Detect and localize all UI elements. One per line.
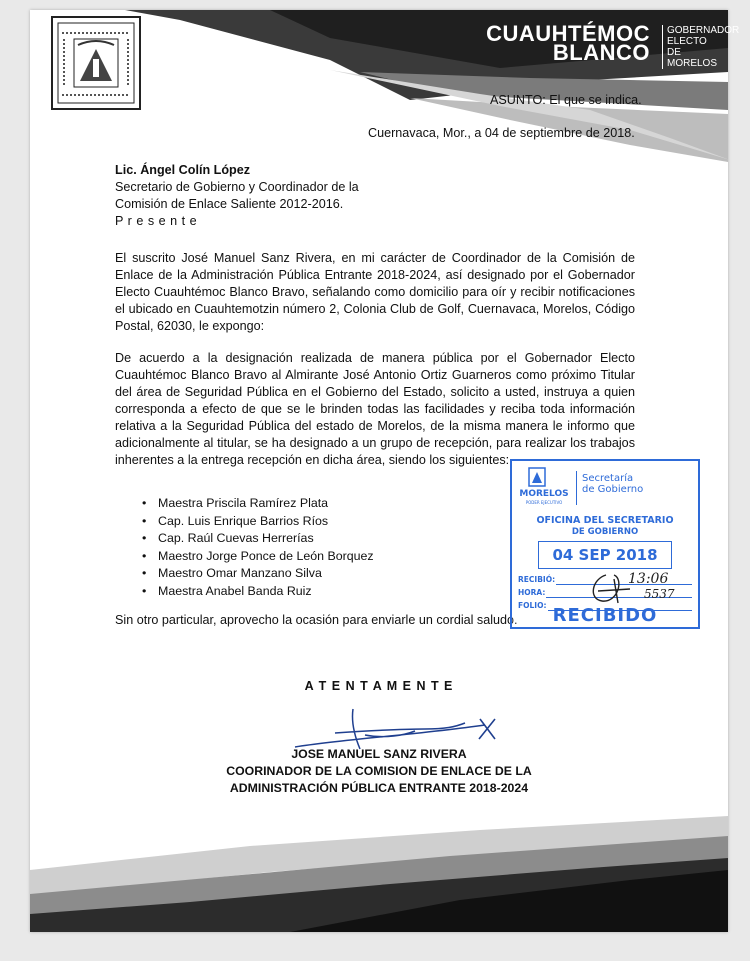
received-stamp [510,459,700,629]
state-seal-icon [50,15,142,111]
paragraph-2: De acuerdo a la designación realizada de manera pública por el Gobernador Electo Cuauhtémoc Blanco Bravo al Almirante José Antonio Ortiz Guarneros como próximo Titular del área de Seguridad Pública en el Gobierno del Estado, solicito a usted, instruya a quien corresponda a efecto de que se le brinden todas las facilidades y reciba toda información relativa a la Seguridad Pública del estado de Morelos, de la misma manera le informo que adicionalmente al titular, se ha designado a un grupo de recepción, para realizar los trabajos inherentes a la entrega recepción en dicha área, siendo los siguientes: [115,351,635,467]
brand-logo [486,21,650,65]
brand-line2: BLANCO [552,40,650,65]
closing-line: Sin otro particular, aprovecho la ocasión para enviarle un cordial saludo. [115,613,518,627]
stamp-folio-value: 5537 [644,587,675,601]
recipient-title-1: Secretario de Gobierno y Coordinador de la [115,180,359,194]
letter-page [30,10,740,932]
place-date: Cuernavaca, Mor., a 04 de septiembre de 2018. [368,126,635,140]
signer-title-2: ADMINISTRACIÓN PÚBLICA ENTRANTE 2018-2024 [229,781,529,795]
stamp-date: 04 SEP 2018 [538,541,672,569]
recipient-title-2: Comisión de Enlace Saliente 2012-2016. [115,197,344,211]
signer-name: JOSE MANUEL SANZ RIVERA [291,747,467,761]
role-line3: DE MORELOS [667,47,718,69]
list-item: • Maestro Jorge Ponce de León Borquez [142,548,374,566]
signer-title-1: COORINADOR DE LA COMISION DE ENLACE DE LA [226,764,532,778]
presente: P r e s e n t e [115,214,198,228]
brand-line1: CUAUHTÉMOC [486,21,650,46]
role-line1: GOBERNADOR [667,25,740,36]
brand-role [662,25,740,69]
subject-line: ASUNTO: El que se indica. [490,93,642,107]
recipient-name: Lic. Ángel Colín López [115,163,251,177]
list-item: • Cap. Luis Enrique Barrios Ríos [142,513,374,531]
footer-band [30,810,728,932]
stamp-status: RECIBIDO [552,605,658,626]
list-item: • Maestra Anabel Banda Ruiz [142,583,374,601]
stamp-dept-line2: de Gobierno [582,484,644,495]
role-line2: ELECTO [667,36,707,47]
list-item: • Maestra Priscila Ramírez Plata [142,495,374,513]
stamp-office-line1: OFICINA DEL SECRETARIO [536,515,674,526]
stamp-folio-label: FOLIO: [518,601,547,610]
stamp-hora-label: HORA: [518,588,546,597]
stamp-dept-line1: Secretaría [582,473,634,484]
state-emblem-icon [520,467,554,489]
list-item: • Cap. Raúl Cuevas Herrerías [142,530,374,548]
paragraph-1: El suscrito José Manuel Sanz Rivera, en mi carácter de Coordinador de la Comisión de Enlace de la Administración Pública Entrante 2018-2024, así designado por el Gobernador Electo Cuauhtémoc Blanco Bravo, señalando como domicilio para oír y recibir notificaciones el ubicado en Cuauhtemotzin número 2, Colonia Club de Golf, Cuernavaca, Morelos, Código Postal, 62030, le expongo: [115,251,635,333]
stamp-handwritten-initials [584,569,644,609]
list-item: • Maestro Omar Manzano Silva [142,565,374,583]
stamp-office-line2: DE GOBIERNO [571,527,639,537]
atentamente: A T E N T A M E N T E [304,679,454,693]
attendee-list [142,495,374,601]
stamp-recibio-label: RECIBIÓ: [518,575,556,584]
stamp-state-sub: PODER EJECUTIVO [525,500,563,505]
stamp-hora-value: 13:06 [628,571,669,587]
stamp-state: MORELOS [519,489,569,499]
